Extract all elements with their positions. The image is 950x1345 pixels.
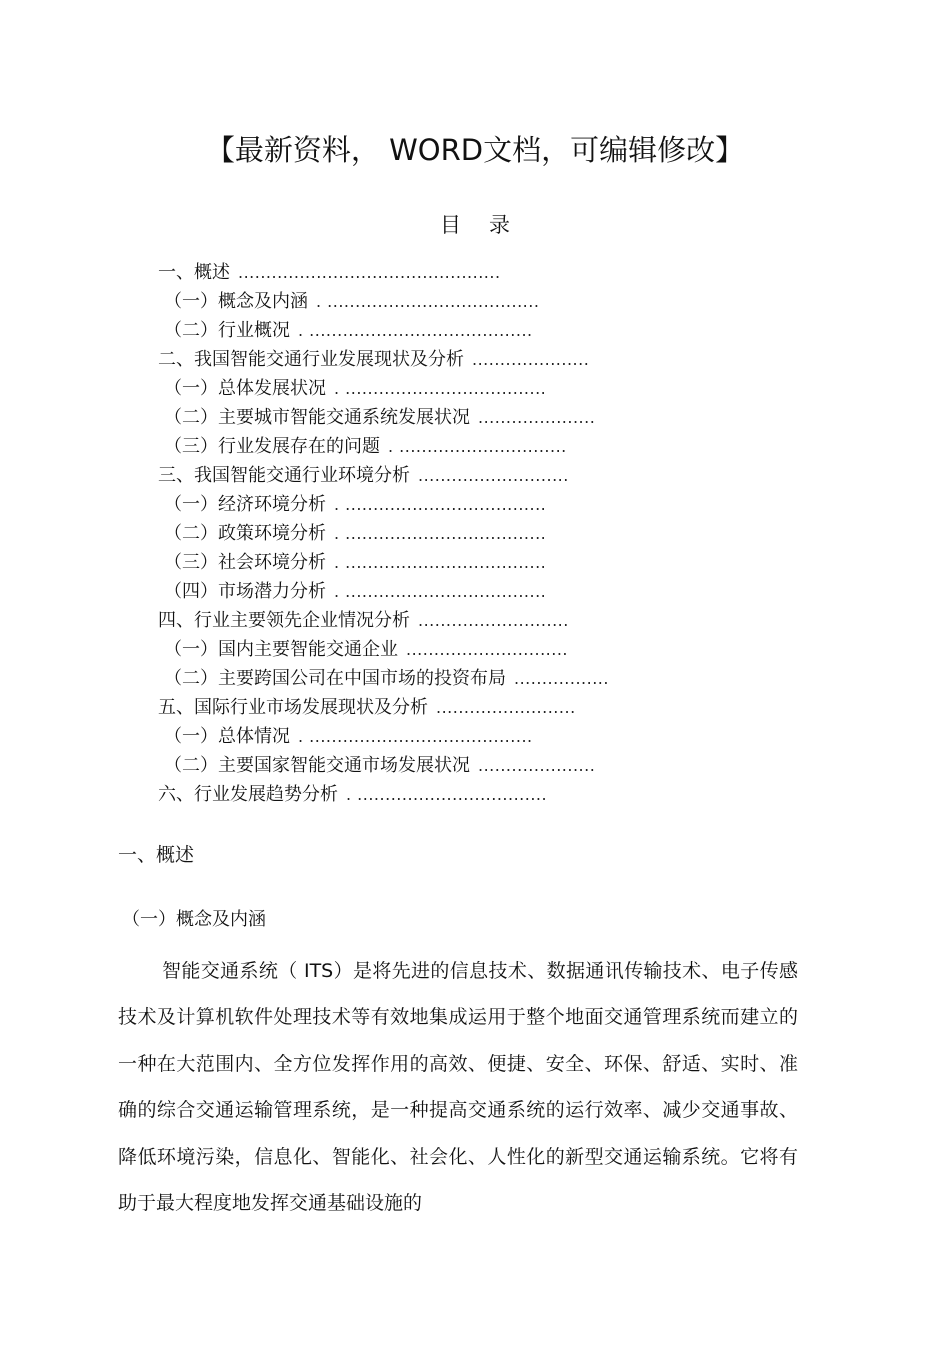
toc-item-label: 六、行业发展趋势分析 <box>158 784 338 805</box>
body-paragraph: 智能交通系统（ ITS）是将先进的信息技术、数据通讯传输技术、电子传感技术及计算机软件处理技术等有效地集成运用于整个地面交通管理系统而建立的一种在大范围内、全方位发挥作用的高效、便捷、安全、环保、舒适、实时、准确的综合交通运输管理系统，是一种提高交通系统的运行效率、减少交通事故、降低环境污染，信息化、智能化、社会化、人性化的新型交通运输系统。它将有助于最大程度地发挥交通基础设施的 <box>118 960 798 1215</box>
toc-item-label: （二）政策环境分析 <box>164 523 326 544</box>
toc-item <box>158 287 778 316</box>
toc-leader-dots: . .............................. <box>388 437 567 456</box>
toc-item-label: （三）行业发展存在的问题 <box>164 436 380 457</box>
toc-item-label: 三、我国智能交通行业环境分析 <box>158 465 410 486</box>
toc-leader-dots: ......................... <box>436 698 576 717</box>
toc-item <box>158 432 778 461</box>
toc-leader-dots: . ...................................... <box>316 292 540 311</box>
toc-item-label: （一）总体发展状况 <box>164 378 326 399</box>
toc-item <box>158 548 778 577</box>
toc-leader-dots: ............................................... <box>238 263 501 282</box>
toc-item <box>158 664 778 693</box>
toc-item <box>158 780 778 809</box>
toc-item <box>158 606 778 635</box>
toc-item-label: （一）总体情况 <box>164 726 290 747</box>
toc-item-label: （二）主要城市智能交通系统发展状况 <box>164 407 470 428</box>
toc-leader-dots: ................. <box>514 669 609 688</box>
toc-leader-dots: . .................................... <box>334 379 547 398</box>
section-heading: 一、概述 <box>118 844 195 866</box>
subsection-heading: （一）概念及内涵 <box>122 909 266 930</box>
toc-item <box>158 577 778 606</box>
toc-item-label: 二、我国智能交通行业发展现状及分析 <box>158 349 464 370</box>
toc-leader-dots: ............................. <box>406 640 568 659</box>
toc-item-label: （二）主要国家智能交通市场发展状况 <box>164 755 470 776</box>
toc-item <box>158 316 778 345</box>
toc-item <box>158 693 778 722</box>
toc-leader-dots: ..................... <box>478 408 596 427</box>
toc-leader-dots: ..................... <box>478 756 596 775</box>
toc-item <box>158 751 778 780</box>
toc-item-label: （四）市场潜力分析 <box>164 581 326 602</box>
toc-item-label: 四、行业主要领先企业情况分析 <box>158 610 410 631</box>
toc-item <box>158 490 778 519</box>
toc-item-label: （二）行业概况 <box>164 320 290 341</box>
toc-leader-dots: . .................................... <box>334 553 547 572</box>
toc-item <box>158 519 778 548</box>
toc-item <box>158 403 778 432</box>
toc-leader-dots: . .................................... <box>334 495 547 514</box>
toc-leader-dots: . ........................................ <box>298 727 533 746</box>
toc-item-label: 一、概述 <box>158 262 230 283</box>
table-of-contents <box>158 258 778 809</box>
toc-item <box>158 374 778 403</box>
toc-item <box>158 258 778 287</box>
toc-leader-dots: . .................................... <box>334 582 547 601</box>
toc-item-label: （一）国内主要智能交通企业 <box>164 639 398 660</box>
toc-item-label: （一）经济环境分析 <box>164 494 326 515</box>
toc-item <box>158 722 778 751</box>
banner-title: 【最新资料， WORD文档，可编辑修改】 <box>205 133 745 167</box>
toc-item <box>158 635 778 664</box>
toc-item <box>158 345 778 374</box>
toc-item-label: （一）概念及内涵 <box>164 291 308 312</box>
toc-item-label: （二）主要跨国公司在中国市场的投资布局 <box>164 668 506 689</box>
toc-item-label: （三）社会环境分析 <box>164 552 326 573</box>
toc-title: 目录 <box>440 213 538 237</box>
toc-leader-dots: . ........................................ <box>298 321 533 340</box>
toc-item-label: 五、国际行业市场发展现状及分析 <box>158 697 428 718</box>
toc-leader-dots: ..................... <box>472 350 590 369</box>
toc-item <box>158 461 778 490</box>
toc-leader-dots: ........................... <box>418 611 569 630</box>
toc-leader-dots: ........................... <box>418 466 569 485</box>
toc-leader-dots: . .................................... <box>334 524 547 543</box>
toc-leader-dots: . .................................. <box>346 785 548 804</box>
